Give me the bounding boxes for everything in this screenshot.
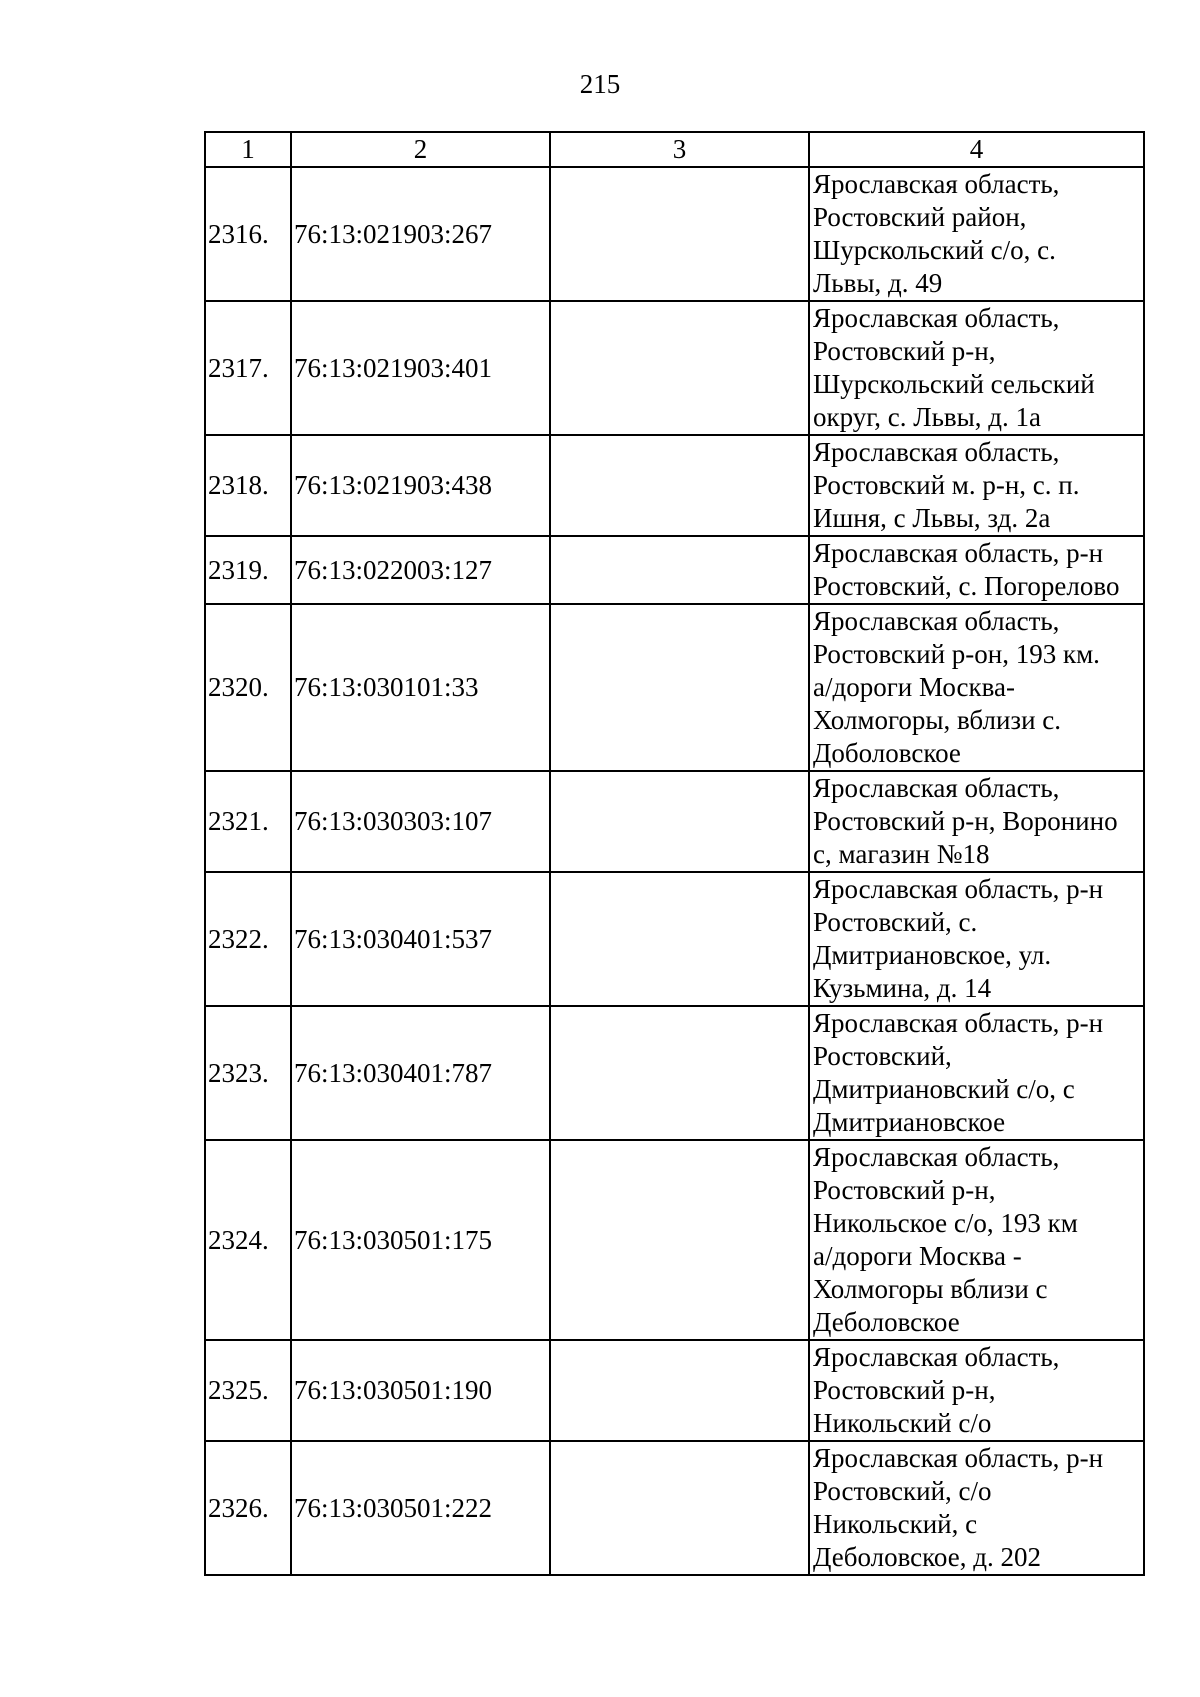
address-cell: Ярославская область, Ростовский р-н, Никольское с/о, 193 км а/дороги Москва - Холмогоры вблизи с Деболовское xyxy=(809,1140,1144,1340)
cadastral-number: 76:13:030501:222 xyxy=(291,1441,550,1575)
column-3-cell xyxy=(550,1140,809,1340)
cadastral-number: 76:13:030501:190 xyxy=(291,1340,550,1441)
table-row xyxy=(205,1340,1144,1441)
row-number: 2325. xyxy=(205,1340,291,1441)
table-row xyxy=(205,1006,1144,1140)
column-header-4: 4 xyxy=(809,132,1144,167)
column-3-cell xyxy=(550,1006,809,1140)
address-cell: Ярославская область, р-н Ростовский, Дмитриановский с/о, с Дмитриановское xyxy=(809,1006,1144,1140)
cadastral-number: 76:13:030401:787 xyxy=(291,1006,550,1140)
cadastral-number: 76:13:021903:401 xyxy=(291,301,550,435)
table-row xyxy=(205,301,1144,435)
address-cell: Ярославская область, Ростовский р-н, Шурскольский сельский округ, с. Львы, д. 1а xyxy=(809,301,1144,435)
column-3-cell xyxy=(550,301,809,435)
cadastral-number: 76:13:022003:127 xyxy=(291,536,550,604)
column-3-cell xyxy=(550,167,809,301)
row-number: 2317. xyxy=(205,301,291,435)
address-cell: Ярославская область, Ростовский р-н, Воронино с, магазин №18 xyxy=(809,771,1144,872)
table-row xyxy=(205,1140,1144,1340)
cadastral-number: 76:13:030501:175 xyxy=(291,1140,550,1340)
row-number: 2318. xyxy=(205,435,291,536)
address-cell: Ярославская область, Ростовский р-н, Никольский с/о xyxy=(809,1340,1144,1441)
address-cell: Ярославская область, р-н Ростовский, с/о Никольский, с Деболовское, д. 202 xyxy=(809,1441,1144,1575)
header-row xyxy=(205,132,1144,167)
address-cell: Ярославская область, Ростовский район, Шурскольский с/о, с. Львы, д. 49 xyxy=(809,167,1144,301)
row-number: 2321. xyxy=(205,771,291,872)
table-row xyxy=(205,435,1144,536)
cadastral-number: 76:13:030303:107 xyxy=(291,771,550,872)
row-number: 2319. xyxy=(205,536,291,604)
column-3-cell xyxy=(550,1340,809,1441)
address-cell: Ярославская область, р-н Ростовский, с. Погорелово xyxy=(809,536,1144,604)
table-row xyxy=(205,536,1144,604)
row-number: 2320. xyxy=(205,604,291,771)
column-3-cell xyxy=(550,771,809,872)
table-row xyxy=(205,771,1144,872)
row-number: 2323. xyxy=(205,1006,291,1140)
page-number: 215 xyxy=(579,69,621,99)
table-row xyxy=(205,1441,1144,1575)
table-body xyxy=(205,167,1144,1575)
column-3-cell xyxy=(550,1441,809,1575)
address-cell: Ярославская область, Ростовский р-он, 193 км. а/дороги Москва- Холмогоры, вблизи с. Доболовское xyxy=(809,604,1144,771)
cadastral-number: 76:13:021903:267 xyxy=(291,167,550,301)
registry-table xyxy=(204,131,1145,1576)
column-3-cell xyxy=(550,872,809,1006)
column-3-cell xyxy=(550,604,809,771)
address-cell: Ярославская область, р-н Ростовский, с. Дмитриановское, ул. Кузьмина, д. 14 xyxy=(809,872,1144,1006)
row-number: 2324. xyxy=(205,1140,291,1340)
table-row xyxy=(205,604,1144,771)
cadastral-number: 76:13:021903:438 xyxy=(291,435,550,536)
row-number: 2322. xyxy=(205,872,291,1006)
table-row xyxy=(205,872,1144,1006)
row-number: 2326. xyxy=(205,1441,291,1575)
row-number: 2316. xyxy=(205,167,291,301)
column-3-cell xyxy=(550,536,809,604)
cadastral-number: 76:13:030401:537 xyxy=(291,872,550,1006)
column-3-cell xyxy=(550,435,809,536)
address-cell: Ярославская область, Ростовский м. р-н, с. п. Ишня, с Львы, зд. 2а xyxy=(809,435,1144,536)
table-header xyxy=(205,132,1144,167)
column-header-2: 2 xyxy=(291,132,550,167)
cadastral-number: 76:13:030101:33 xyxy=(291,604,550,771)
table-row xyxy=(205,167,1144,301)
column-header-1: 1 xyxy=(205,132,291,167)
column-header-3: 3 xyxy=(550,132,809,167)
